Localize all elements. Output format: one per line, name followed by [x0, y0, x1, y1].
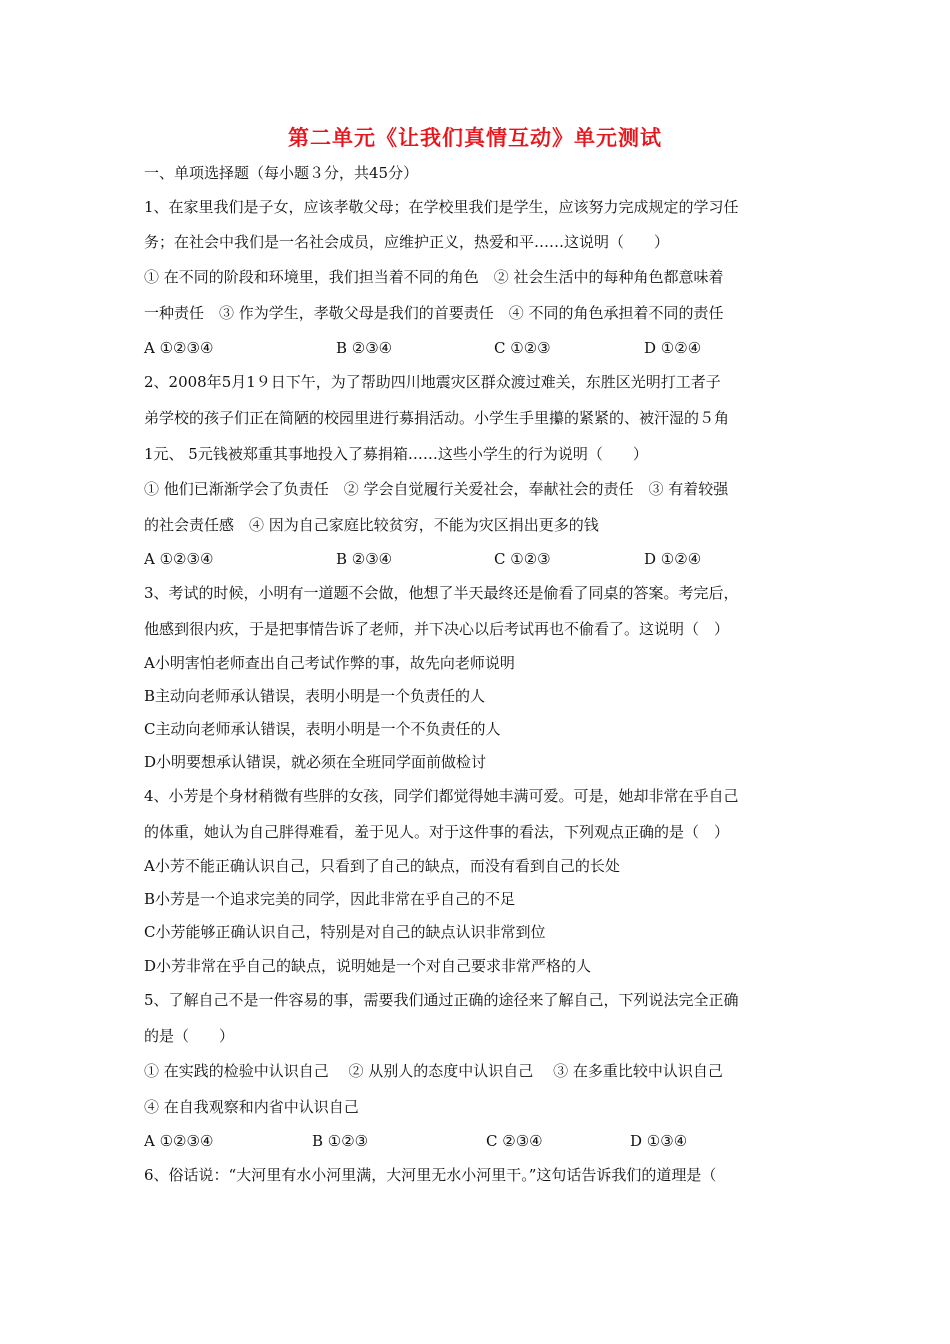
q1-line-4: 一种责任 ③ 作为学生，孝敬父母是我们的首要责任 ④ 不同的角色承担着不同的责任	[144, 304, 724, 322]
q4-option-a: A小芳不能正确认识自己，只看到了自己的缺点，而没有看到自己的长处	[144, 857, 620, 875]
q4-line-2: 的体重，她认为自己胖得难看，羞于见人。对于这件事的看法，下列观点正确的是（ ）	[144, 823, 730, 841]
q1-option-c: C ①②③	[494, 339, 551, 357]
q4-option-c: C小芳能够正确认识自己，特别是对自己的缺点认识非常到位	[144, 923, 546, 941]
q3-option-c: C主动向老师承认错误，表明小明是一个不负责任的人	[144, 720, 501, 738]
q5-option-d: D ①③④	[630, 1132, 688, 1150]
q3-option-d: D小明要想承认错误，就必须在全班同学面前做检讨	[144, 753, 487, 771]
q5-option-b: B ①②③	[312, 1132, 369, 1150]
q2-line-4: ① 他们已渐渐学会了负责任 ② 学会自觉履行关爱社会，奉献社会的责任 ③ 有着较强	[144, 480, 729, 498]
q5-line-1: 5、了解自己不是一件容易的事，需要我们通过正确的途径来了解自己，下列说法完全正确	[144, 991, 739, 1009]
q2-option-a: A ①②③④	[144, 550, 214, 568]
q3-line-1: 3、考试的时候，小明有一道题不会做，他想了半天最终还是偷看了同桌的答案。考完后，	[144, 584, 739, 602]
page-title: 第二单元《让我们真情互动》单元测试	[288, 126, 662, 150]
q2-line-3: 1元、 5元钱被郑重其事地投入了募捐箱……这些小学生的行为说明（ ）	[144, 445, 648, 463]
q1-option-d: D ①②④	[644, 339, 702, 357]
q5-option-a: A ①②③④	[144, 1132, 214, 1150]
q3-option-a: A小明害怕老师查出自己考试作弊的事，故先向老师说明	[144, 654, 515, 672]
q1-line-2: 务；在社会中我们是一名社会成员，应维护正义，热爱和平……这说明（ ）	[144, 233, 670, 251]
q2-line-1: 2、2008年5月1９日下午，为了帮助四川地震灾区群众渡过难关，东胜区光明打工者子	[144, 373, 721, 391]
q1-line-3: ① 在不同的阶段和环境里，我们担当着不同的角色 ② 社会生活中的每种角色都意味着	[144, 268, 724, 286]
q5-option-c: C ②③④	[486, 1132, 543, 1150]
q2-line-5: 的社会责任感 ④ 因为自己家庭比较贫穷，不能为灾区捐出更多的钱	[144, 516, 599, 534]
q4-line-1: 4、小芳是个身材稍微有些胖的女孩，同学们都觉得她丰满可爱。可是，她却非常在乎自己	[144, 787, 739, 805]
q2-option-d: D ①②④	[644, 550, 702, 568]
q3-line-2: 他感到很内疚，于是把事情告诉了老师，并下决心以后考试再也不偷看了。这说明（ ）	[144, 620, 730, 638]
q5-line-2: 的是（ ）	[144, 1027, 235, 1045]
q2-option-c: C ①②③	[494, 550, 551, 568]
q1-option-a: A ①②③④	[144, 339, 214, 357]
q4-option-b: B小芳是一个追求完美的同学，因此非常在乎自己的不足	[144, 890, 516, 908]
q2-option-b: B ②③④	[336, 550, 393, 568]
q1-line-1: 1、在家里我们是子女，应该孝敬父母；在学校里我们是学生，应该努力完成规定的学习任	[144, 198, 739, 216]
q5-line-4: ④ 在自我观察和内省中认识自己	[144, 1098, 359, 1116]
q4-option-d: D小芳非常在乎自己的缺点，说明她是一个对自己要求非常严格的人	[144, 957, 592, 975]
q3-option-b: B主动向老师承认错误，表明小明是一个负责任的人	[144, 687, 486, 705]
q5-line-3: ① 在实践的检验中认识自己 ② 从别人的态度中认识自己 ③ 在多重比较中认识自己	[144, 1062, 723, 1080]
q2-line-2: 弟学校的孩子们正在简陋的校园里进行募捐活动。小学生手里攥的紧紧的、被汗湿的５角	[144, 409, 730, 427]
q6-line-1: 6、俗话说：“大河里有水小河里满，大河里无水小河里干。”这句话告诉我们的道理是（	[144, 1166, 717, 1184]
q1-option-b: B ②③④	[336, 339, 393, 357]
section-heading: 一、单项选择题（每小题３分，共45分）	[144, 164, 419, 182]
